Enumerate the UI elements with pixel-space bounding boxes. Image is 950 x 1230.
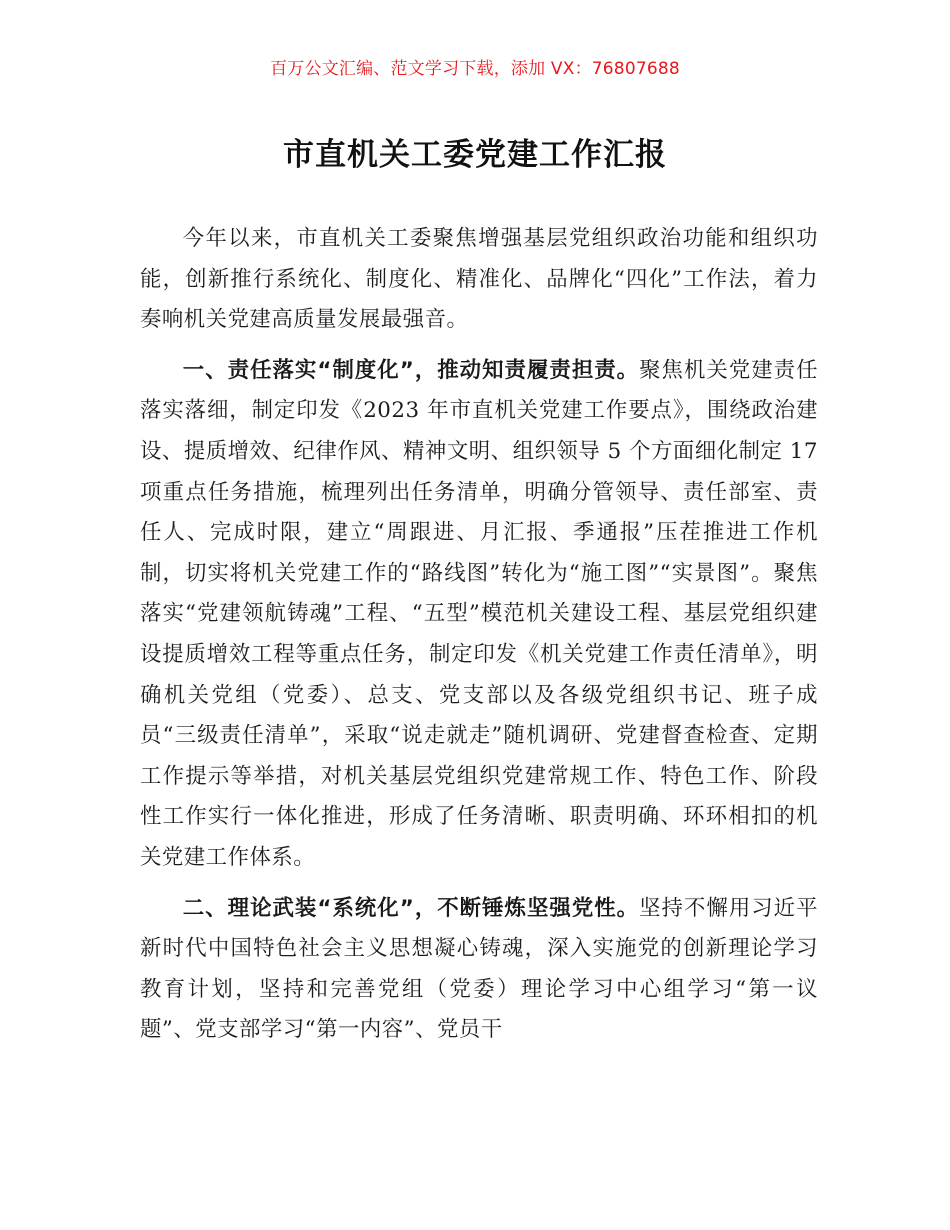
promo-banner: 百万公文汇编、范文学习下载，添加 VX：76807688 [270,59,680,79]
document-body [140,219,818,1061]
section-2-text: 坚持不懈用习近平新时代中国特色社会主义思想凝心铸魂，深入实施党的创新理论学习教育计划，坚持和完善党组（党委）理论学习中心组学习“第一议题”、党支部学习“第一内容”、党员干 [140,895,818,1043]
section-2-heading: 二、理论武装“系统化”，不断锤炼坚强党性。 [182,895,640,921]
section-1-heading: 一、责任落实“制度化”，推动知责履责担责。 [182,357,640,383]
section-2-paragraph [140,889,818,1051]
section-1-text: 聚焦机关党建责任落实落细，制定印发《2023 年市直机关党建工作要点》，围绕政治建设、提质增效、纪律作风、精神文明、组织领导 5 个方面细化制定 17 项重点任务措施，梳理列出任务清单，明确分管领导、责任部室、责任人、完成时限，建立“周跟进、月汇报、季通报”压茬推进工作机制，切实将机关党建工作的“路线图”转化为“施工图”“实景图”。聚焦落实“党建领航铸魂”工程、“五型”模范机关建设工程、基层党组织建设提质增效工程等重点任务，制定印发《机关党建工作责任清单》，明确机关党组（党委）、总支、党支部以及各级党组织书记、班子成员“三级责任清单”，采取“说走就走”随机调研、党建督查检查、定期工作提示等举措，对机关基层党组织党建常规工作、特色工作、阶段性工作实行一体化推进，形成了任务清晰、职责明确、环环相扣的机关党建工作体系。 [140,357,818,870]
section-1-paragraph [140,351,818,879]
document-title: 市直机关工委党建工作汇报 [283,136,667,173]
intro-paragraph: 今年以来，市直机关工委聚焦增强基层党组织政治功能和组织功能，创新推行系统化、制度化、精准化、品牌化“四化”工作法，着力奏响机关党建高质量发展最强音。 [140,226,818,333]
